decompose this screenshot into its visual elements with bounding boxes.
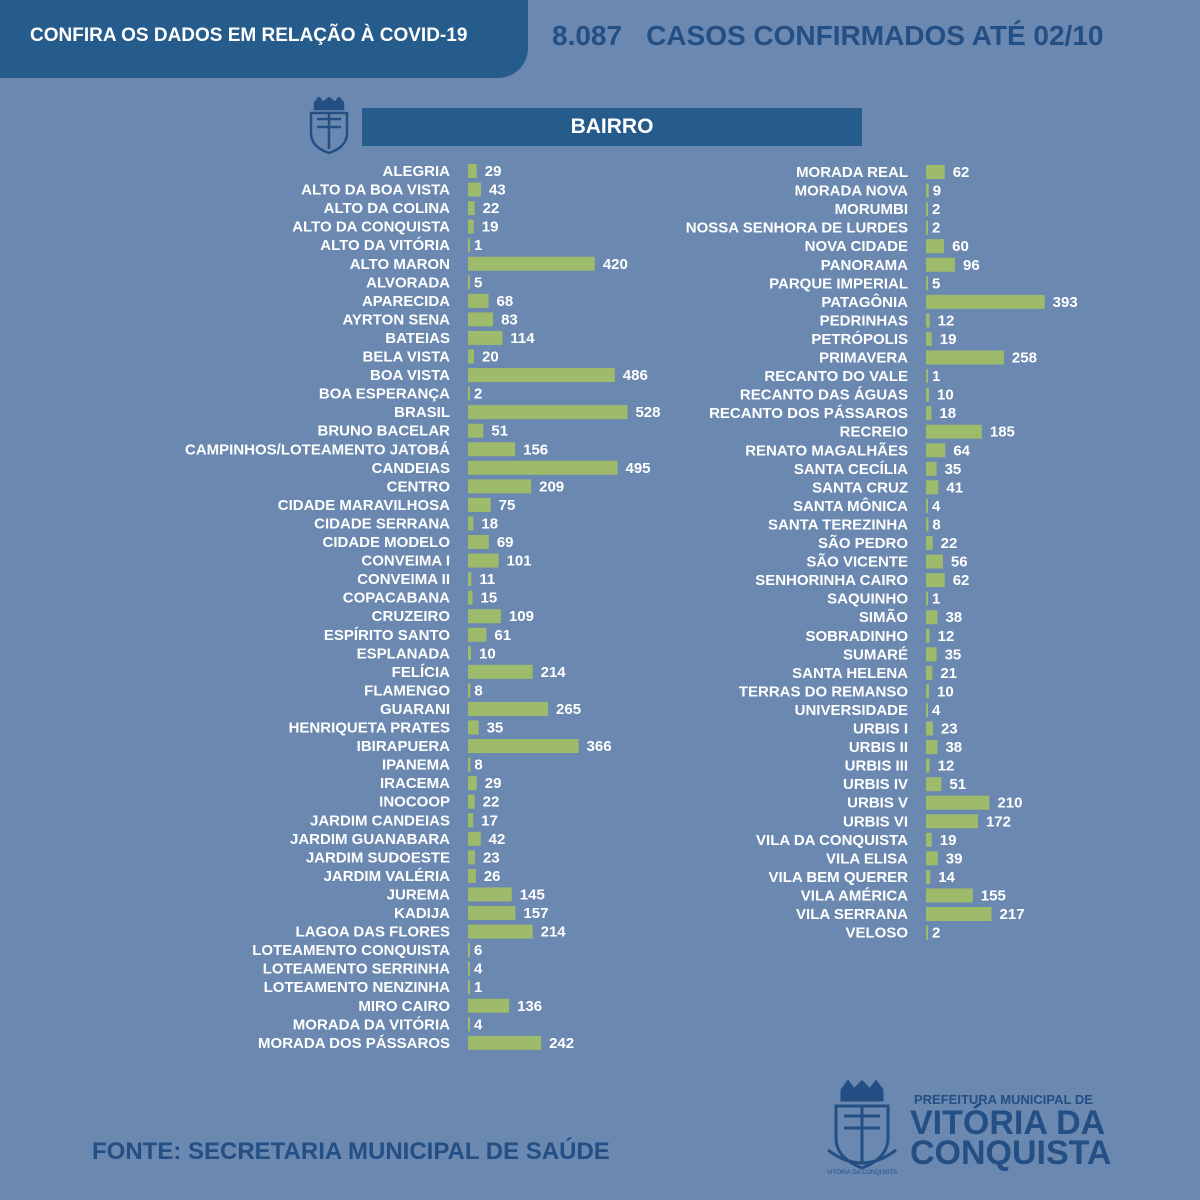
category-label: LOTEAMENTO NENZINHA — [263, 979, 450, 997]
value-label: 2 — [932, 201, 941, 219]
bar — [926, 814, 978, 828]
bar — [468, 925, 533, 939]
bar — [926, 165, 945, 179]
value-label: 366 — [586, 738, 612, 756]
section-title-text: BAIRRO — [570, 115, 654, 138]
bar — [926, 462, 937, 476]
value-label: 265 — [556, 700, 582, 718]
category-label: PEDRINHAS — [819, 312, 908, 330]
value-label: 5 — [474, 274, 483, 292]
category-label: CAMPINHOS/LOTEAMENTO JATOBÁ — [184, 441, 450, 459]
category-label: CENTRO — [386, 478, 450, 496]
value-label: 60 — [952, 238, 969, 256]
value-label: 4 — [932, 497, 941, 515]
category-label: HENRIQUETA PRATES — [288, 719, 450, 737]
value-label: 156 — [523, 441, 549, 459]
category-label: BATEIAS — [385, 329, 450, 347]
category-label: SUMARÉ — [842, 646, 908, 664]
bar — [926, 536, 933, 550]
value-label: 9 — [932, 182, 942, 200]
category-label: ALTO MARON — [349, 255, 450, 273]
category-label: SIMÃO — [858, 609, 908, 627]
category-label: IBIRAPUERA — [356, 738, 450, 756]
headline-text: CASOS CONFIRMADOS ATÉ 02/10 — [646, 20, 1104, 51]
value-label: 56 — [950, 553, 968, 571]
bar — [926, 406, 931, 420]
category-label: VILA AMÉRICA — [800, 887, 908, 905]
value-label: 22 — [482, 200, 500, 218]
category-label: BOA ESPERANÇA — [318, 385, 450, 403]
bar — [468, 776, 477, 790]
category-label: TERRAS DO REMANSO — [738, 683, 908, 701]
value-label: 19 — [939, 330, 957, 348]
value-label: 29 — [484, 163, 502, 180]
bar — [926, 870, 930, 884]
bar — [926, 480, 938, 494]
category-label: CANDEIAS — [371, 459, 450, 477]
category-label: ESPLANADA — [356, 645, 450, 663]
category-label: SÃO PEDRO — [817, 535, 908, 552]
category-label: LAGOA DAS FLORES — [295, 923, 450, 941]
value-label: 155 — [980, 887, 1006, 905]
bar — [468, 275, 470, 289]
bar — [926, 703, 928, 717]
value-label: 1 — [932, 590, 941, 608]
bar — [468, 424, 483, 438]
category-label: JARDIM CANDEIAS — [309, 812, 450, 830]
value-label: 23 — [482, 849, 500, 867]
category-label: VILA DA CONQUISTA — [756, 831, 908, 849]
value-label: 2 — [932, 219, 941, 237]
value-label: 35 — [944, 460, 962, 478]
category-label: CONVEIMA II — [357, 571, 450, 589]
value-label: 101 — [506, 552, 532, 570]
category-label: SANTA HELENA — [792, 664, 908, 682]
bar — [926, 313, 930, 327]
category-label: LOTEAMENTO CONQUISTA — [252, 942, 450, 960]
category-label: PARQUE IMPERIAL — [769, 275, 908, 293]
bar — [468, 238, 470, 252]
bar — [926, 740, 937, 754]
value-label: 2 — [474, 385, 483, 403]
value-label: 242 — [549, 1034, 575, 1052]
bar — [468, 257, 595, 271]
category-label: ALTO DA BOA VISTA — [301, 181, 450, 199]
bar — [926, 684, 929, 698]
bar — [926, 610, 937, 624]
value-label: 10 — [479, 645, 496, 663]
category-label: MORUMBI — [834, 201, 908, 219]
bar — [468, 591, 473, 605]
category-label: ALTO DA VITÓRIA — [320, 237, 450, 255]
bar — [468, 368, 615, 382]
bar — [468, 164, 477, 178]
value-label: 10 — [937, 683, 954, 701]
category-label: URBIS VI — [842, 813, 908, 831]
category-label: MORADA DA VITÓRIA — [292, 1016, 450, 1034]
value-label: 22 — [940, 535, 958, 552]
category-label: PANORAMA — [820, 256, 908, 274]
bar — [468, 702, 548, 716]
category-label: SAQUINHO — [827, 590, 908, 608]
value-label: 23 — [940, 720, 958, 738]
bar — [926, 666, 932, 680]
value-label: 209 — [539, 478, 565, 496]
value-label: 8 — [932, 516, 941, 534]
category-label: ALEGRIA — [382, 163, 450, 180]
category-label: RECREIO — [839, 423, 908, 441]
value-label: 11 — [479, 571, 496, 589]
bar — [926, 388, 929, 402]
bar — [926, 425, 982, 439]
value-label: 62 — [952, 572, 970, 590]
category-label: BRUNO BACELAR — [317, 422, 450, 440]
category-label: CIDADE SERRANA — [314, 515, 450, 533]
value-label: 214 — [540, 923, 566, 941]
category-label: BELA VISTA — [362, 348, 450, 366]
category-label: RECANTO DOS PÁSSAROS — [709, 405, 908, 423]
bar — [926, 722, 933, 736]
value-label: 8 — [474, 756, 483, 774]
bar — [926, 332, 932, 346]
value-label: 51 — [949, 776, 967, 794]
bar — [468, 387, 470, 401]
category-label: ALTO DA CONQUISTA — [292, 218, 450, 236]
bar — [468, 999, 509, 1013]
value-label: 8 — [474, 682, 483, 700]
bar — [926, 184, 929, 198]
value-label: 19 — [481, 218, 499, 236]
category-label: ALTO DA COLINA — [323, 200, 450, 218]
category-label: NOVA CIDADE — [804, 238, 908, 256]
category-label: CRUZEIRO — [371, 608, 450, 626]
value-label: 1 — [474, 979, 483, 997]
bar — [926, 777, 941, 791]
category-label: URBIS III — [844, 757, 908, 775]
value-label: 20 — [482, 348, 499, 366]
bar — [468, 294, 489, 308]
value-label: 4 — [932, 701, 941, 719]
bar — [468, 721, 479, 735]
category-label: SANTA CECÍLIA — [793, 460, 908, 478]
category-label: JARDIM SUDOESTE — [305, 849, 450, 867]
bar — [468, 479, 531, 493]
value-label: 528 — [635, 404, 661, 422]
value-label: 96 — [962, 256, 980, 274]
value-label: 114 — [510, 329, 535, 347]
value-label: 185 — [989, 423, 1015, 441]
bar — [468, 683, 470, 697]
bar — [468, 572, 471, 586]
bar — [926, 221, 928, 235]
bar — [468, 943, 470, 957]
value-label: 18 — [939, 405, 957, 423]
category-label: CIDADE MARAVILHOSA — [277, 496, 450, 514]
bar — [468, 1017, 470, 1031]
bar — [468, 183, 481, 197]
value-label: 62 — [952, 164, 970, 181]
bar — [468, 832, 481, 846]
bar — [468, 795, 475, 809]
value-label: 18 — [481, 515, 499, 533]
value-label: 43 — [488, 181, 506, 199]
total-cases: 8.087 — [552, 20, 623, 51]
value-label: 17 — [481, 812, 498, 830]
value-label: 42 — [488, 830, 506, 848]
value-label: 10 — [937, 386, 954, 404]
category-label: SANTA CRUZ — [812, 479, 908, 497]
value-label: 38 — [945, 739, 963, 757]
bar — [926, 647, 937, 661]
category-label: LOTEAMENTO SERRINHA — [262, 960, 450, 978]
bar — [468, 813, 473, 827]
city-name-line1: VITÓRIA DA — [910, 1104, 1106, 1142]
value-label: 495 — [625, 459, 651, 477]
value-label: 29 — [484, 775, 502, 793]
category-label: CIDADE MODELO — [322, 534, 450, 551]
category-label: SOBRADINHO — [805, 627, 908, 645]
category-label: FELÍCIA — [391, 663, 450, 681]
category-label: RECANTO DAS ÁGUAS — [739, 386, 908, 404]
bar — [926, 796, 989, 810]
category-label: IPANEMA — [381, 756, 450, 774]
category-label: MORADA NOVA — [794, 182, 908, 200]
bar — [468, 405, 627, 419]
value-label: 26 — [483, 867, 501, 885]
bar — [468, 962, 470, 976]
bar — [468, 442, 515, 456]
value-label: 68 — [496, 292, 514, 310]
bar — [468, 887, 512, 901]
category-label: MORADA DOS PÁSSAROS — [258, 1034, 450, 1052]
value-label: 22 — [482, 793, 500, 811]
category-label: RENATO MAGALHÃES — [745, 442, 908, 460]
category-label: NOSSA SENHORA DE LURDES — [685, 219, 908, 237]
value-label: 109 — [508, 608, 534, 626]
value-label: 75 — [498, 496, 516, 514]
category-label: SANTA MÔNICA — [793, 497, 908, 515]
value-label: 83 — [501, 311, 518, 329]
category-label: UNIVERSIDADE — [794, 701, 908, 719]
value-label: 214 — [540, 663, 566, 681]
category-label: COPACABANA — [342, 589, 450, 607]
category-label: URBIS II — [848, 739, 908, 757]
bar — [468, 516, 473, 530]
bar — [468, 850, 475, 864]
bar — [468, 498, 491, 512]
bar — [468, 1036, 541, 1050]
bar — [926, 499, 928, 513]
category-label: MORADA REAL — [796, 164, 908, 181]
source-note: FONTE: SECRETARIA MUNICIPAL DE SAÚDE — [92, 1138, 610, 1165]
value-label: 420 — [602, 255, 628, 273]
category-label: JARDIM GUANABARA — [290, 830, 450, 848]
category-label: RECANTO DO VALE — [764, 368, 908, 386]
value-label: 258 — [1011, 349, 1037, 367]
category-label: GUARANI — [380, 700, 450, 718]
city-name-line2: CONQUISTA — [910, 1134, 1112, 1172]
value-label: 1 — [932, 368, 941, 386]
value-label: 210 — [997, 794, 1023, 812]
value-label: 35 — [486, 719, 504, 737]
bar — [468, 758, 470, 772]
value-label: 217 — [999, 906, 1025, 923]
category-label: BOA VISTA — [369, 367, 450, 385]
bar — [468, 350, 474, 364]
bar — [926, 851, 938, 865]
banner-text: CONFIRA OS DADOS EM RELAÇÃO À COVID-19 — [30, 25, 468, 46]
value-label: 15 — [480, 589, 498, 607]
category-label: CONVEIMA I — [361, 552, 450, 570]
value-label: 12 — [937, 757, 955, 775]
value-label: 39 — [945, 850, 963, 868]
bar — [926, 369, 928, 383]
category-label: ESPÍRITO SANTO — [323, 626, 450, 644]
bar — [926, 555, 943, 569]
category-label: MIRO CAIRO — [358, 997, 450, 1015]
bar — [926, 202, 928, 216]
bar — [926, 888, 973, 902]
category-label: SANTA TEREZINHA — [768, 516, 908, 534]
category-label: PRIMAVERA — [819, 349, 908, 367]
bar — [926, 833, 932, 847]
value-label: 4 — [474, 1016, 483, 1034]
value-label: 393 — [1052, 293, 1078, 311]
bar — [926, 295, 1045, 309]
value-label: 41 — [946, 479, 964, 497]
bar — [926, 517, 928, 531]
bar — [926, 629, 930, 643]
category-label: JARDIM VALÉRIA — [323, 867, 450, 885]
category-label: IRACEMA — [380, 775, 450, 793]
category-label: AYRTON SENA — [342, 311, 450, 329]
value-label: 136 — [517, 997, 543, 1015]
value-label: 12 — [937, 312, 955, 330]
value-label: 35 — [944, 646, 962, 664]
bar — [468, 461, 617, 475]
bar — [468, 869, 476, 883]
value-label: 1 — [474, 237, 483, 255]
category-label: FLAMENGO — [364, 682, 450, 700]
bar — [926, 573, 945, 587]
value-label: 145 — [519, 886, 545, 904]
value-label: 61 — [494, 626, 512, 644]
value-label: 172 — [985, 813, 1011, 831]
value-label: 4 — [474, 960, 483, 978]
crest-text: VITÓRIA DA CONQUISTA — [826, 1170, 898, 1176]
value-label: 69 — [496, 534, 514, 551]
bar — [468, 535, 489, 549]
bar — [926, 592, 928, 606]
category-label: URBIS V — [847, 794, 908, 812]
category-label: APARECIDA — [361, 292, 450, 310]
value-label: 64 — [953, 442, 971, 460]
bar — [926, 258, 955, 272]
bar — [468, 220, 474, 234]
category-label: VILA BEM QUERER — [768, 868, 908, 886]
bar — [926, 276, 928, 290]
category-label: VILA ELISA — [826, 850, 908, 868]
value-label: 14 — [938, 868, 955, 886]
bar — [468, 554, 499, 568]
value-label: 5 — [932, 275, 941, 293]
prefeitura-label: PREFEITURA MUNICIPAL DE — [914, 1092, 1093, 1107]
value-label: 38 — [945, 609, 963, 627]
bar — [926, 907, 992, 921]
bar — [926, 239, 944, 253]
category-label: KADIJA — [394, 905, 450, 922]
bar — [468, 628, 486, 642]
coat-of-arms-icon — [822, 1080, 902, 1176]
bar — [468, 312, 493, 326]
category-label: URBIS IV — [842, 776, 908, 794]
bar — [468, 980, 470, 994]
value-label: 51 — [491, 422, 509, 440]
category-label: ALVORADA — [366, 274, 450, 292]
category-label: PETRÓPOLIS — [811, 330, 908, 348]
bar — [926, 351, 1004, 365]
category-label: VILA SERRANA — [796, 906, 908, 923]
bar — [468, 331, 502, 345]
bar — [926, 926, 928, 940]
category-label: URBIS I — [852, 720, 908, 738]
category-label: INOCOOP — [379, 793, 450, 811]
category-label: JUREMA — [386, 886, 450, 904]
category-label: PATAGÔNIA — [821, 293, 908, 311]
value-label: 12 — [937, 627, 955, 645]
category-label: BRASIL — [394, 404, 450, 422]
category-label: SÃO VICENTE — [806, 553, 908, 571]
bar — [468, 646, 471, 660]
value-label: 19 — [939, 831, 957, 849]
bar — [468, 201, 475, 215]
value-label: 157 — [523, 905, 549, 922]
category-label: SENHORINHA CAIRO — [755, 572, 908, 590]
value-label: 486 — [622, 367, 648, 385]
bar — [926, 443, 945, 457]
category-label: VELOSO — [845, 924, 908, 942]
bar — [926, 759, 930, 773]
value-label: 21 — [940, 664, 958, 682]
value-label: 2 — [932, 924, 941, 942]
bar — [468, 609, 501, 623]
bar — [468, 739, 579, 753]
bar — [468, 665, 533, 679]
bar — [468, 906, 515, 920]
value-label: 6 — [474, 942, 483, 960]
